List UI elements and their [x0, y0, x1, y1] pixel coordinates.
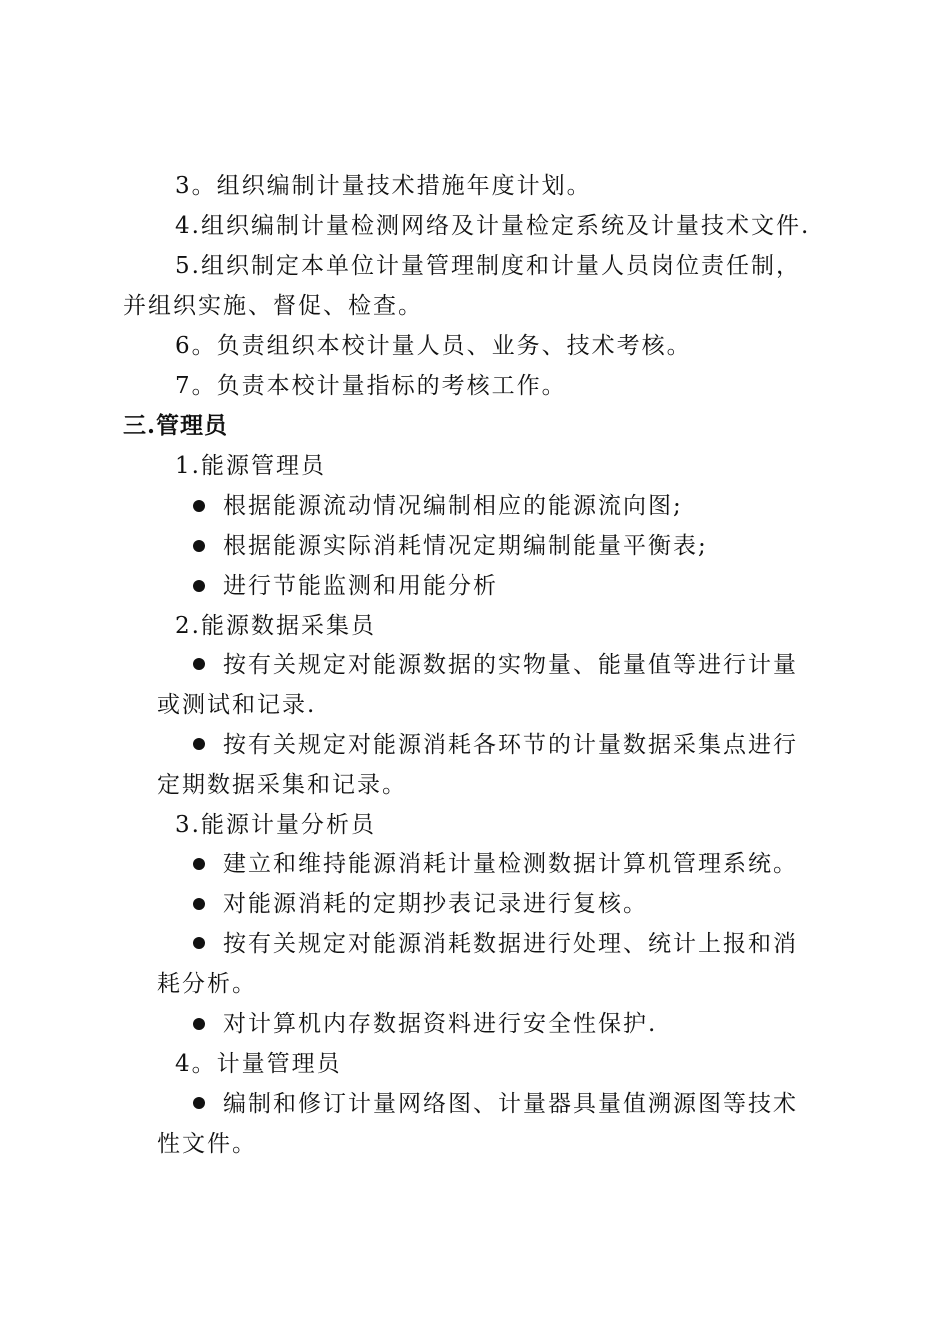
bullet-icon — [193, 500, 205, 512]
energy-manager-duty-1: 根据能源流动情况编制相应的能源流向图; — [223, 493, 683, 519]
bullet-icon — [193, 580, 205, 592]
data-collector-title: 2.能源数据采集员 — [175, 613, 376, 639]
bullet-icon — [193, 540, 205, 552]
item-5: 5.组织制定本单位计量管理制度和计量人员岗位责任制， — [175, 253, 801, 279]
item-3: 3。组织编制计量技术措施年度计划。 — [175, 173, 592, 199]
analyst-duty-4: 对计算机内存数据资料进行安全性保护. — [223, 1011, 658, 1037]
analyst-duty-1: 建立和维持能源消耗计量检测数据计算机管理系统。 — [223, 851, 798, 877]
analyst-duty-3: 按有关规定对能源消耗数据进行处理、统计上报和消 — [223, 931, 798, 957]
bullet-icon — [193, 1018, 205, 1030]
bullet-icon — [193, 658, 205, 670]
item-5-continued: 并组织实施、督促、检查。 — [123, 293, 423, 319]
analyst-duty-2: 对能源消耗的定期抄表记录进行复核。 — [223, 891, 648, 917]
section-heading: 三.管理员 — [123, 412, 229, 439]
metering-manager-duty-1-continued: 性文件。 — [157, 1131, 257, 1157]
metering-manager-title: 4。计量管理员 — [175, 1051, 342, 1077]
item-6: 6。负责组织本校计量人员、业务、技术考核。 — [175, 333, 692, 359]
data-collector-duty-2: 按有关规定对能源消耗各环节的计量数据采集点进行 — [223, 732, 798, 758]
data-collector-duty-1-continued: 或测试和记录. — [157, 692, 317, 718]
bullet-icon — [193, 1097, 205, 1109]
bullet-icon — [193, 937, 205, 949]
energy-manager-duty-3: 进行节能监测和用能分析 — [223, 573, 498, 599]
energy-manager-title: 1.能源管理员 — [175, 453, 326, 479]
data-collector-duty-2-continued: 定期数据采集和记录。 — [157, 772, 407, 798]
energy-manager-duty-2: 根据能源实际消耗情况定期编制能量平衡表; — [223, 533, 708, 559]
item-7: 7。负责本校计量指标的考核工作。 — [175, 373, 567, 399]
bullet-icon — [193, 858, 205, 870]
bullet-icon — [193, 898, 205, 910]
analyst-duty-3-continued: 耗分析。 — [157, 971, 257, 997]
data-collector-duty-1: 按有关规定对能源数据的实物量、能量值等进行计量 — [223, 652, 798, 678]
bullet-icon — [193, 738, 205, 750]
metering-manager-duty-1: 编制和修订计量网络图、计量器具量值溯源图等技术 — [223, 1091, 798, 1117]
item-4: 4.组织编制计量检测网络及计量检定系统及计量技术文件. — [175, 213, 811, 239]
analyst-title: 3.能源计量分析员 — [175, 812, 376, 838]
